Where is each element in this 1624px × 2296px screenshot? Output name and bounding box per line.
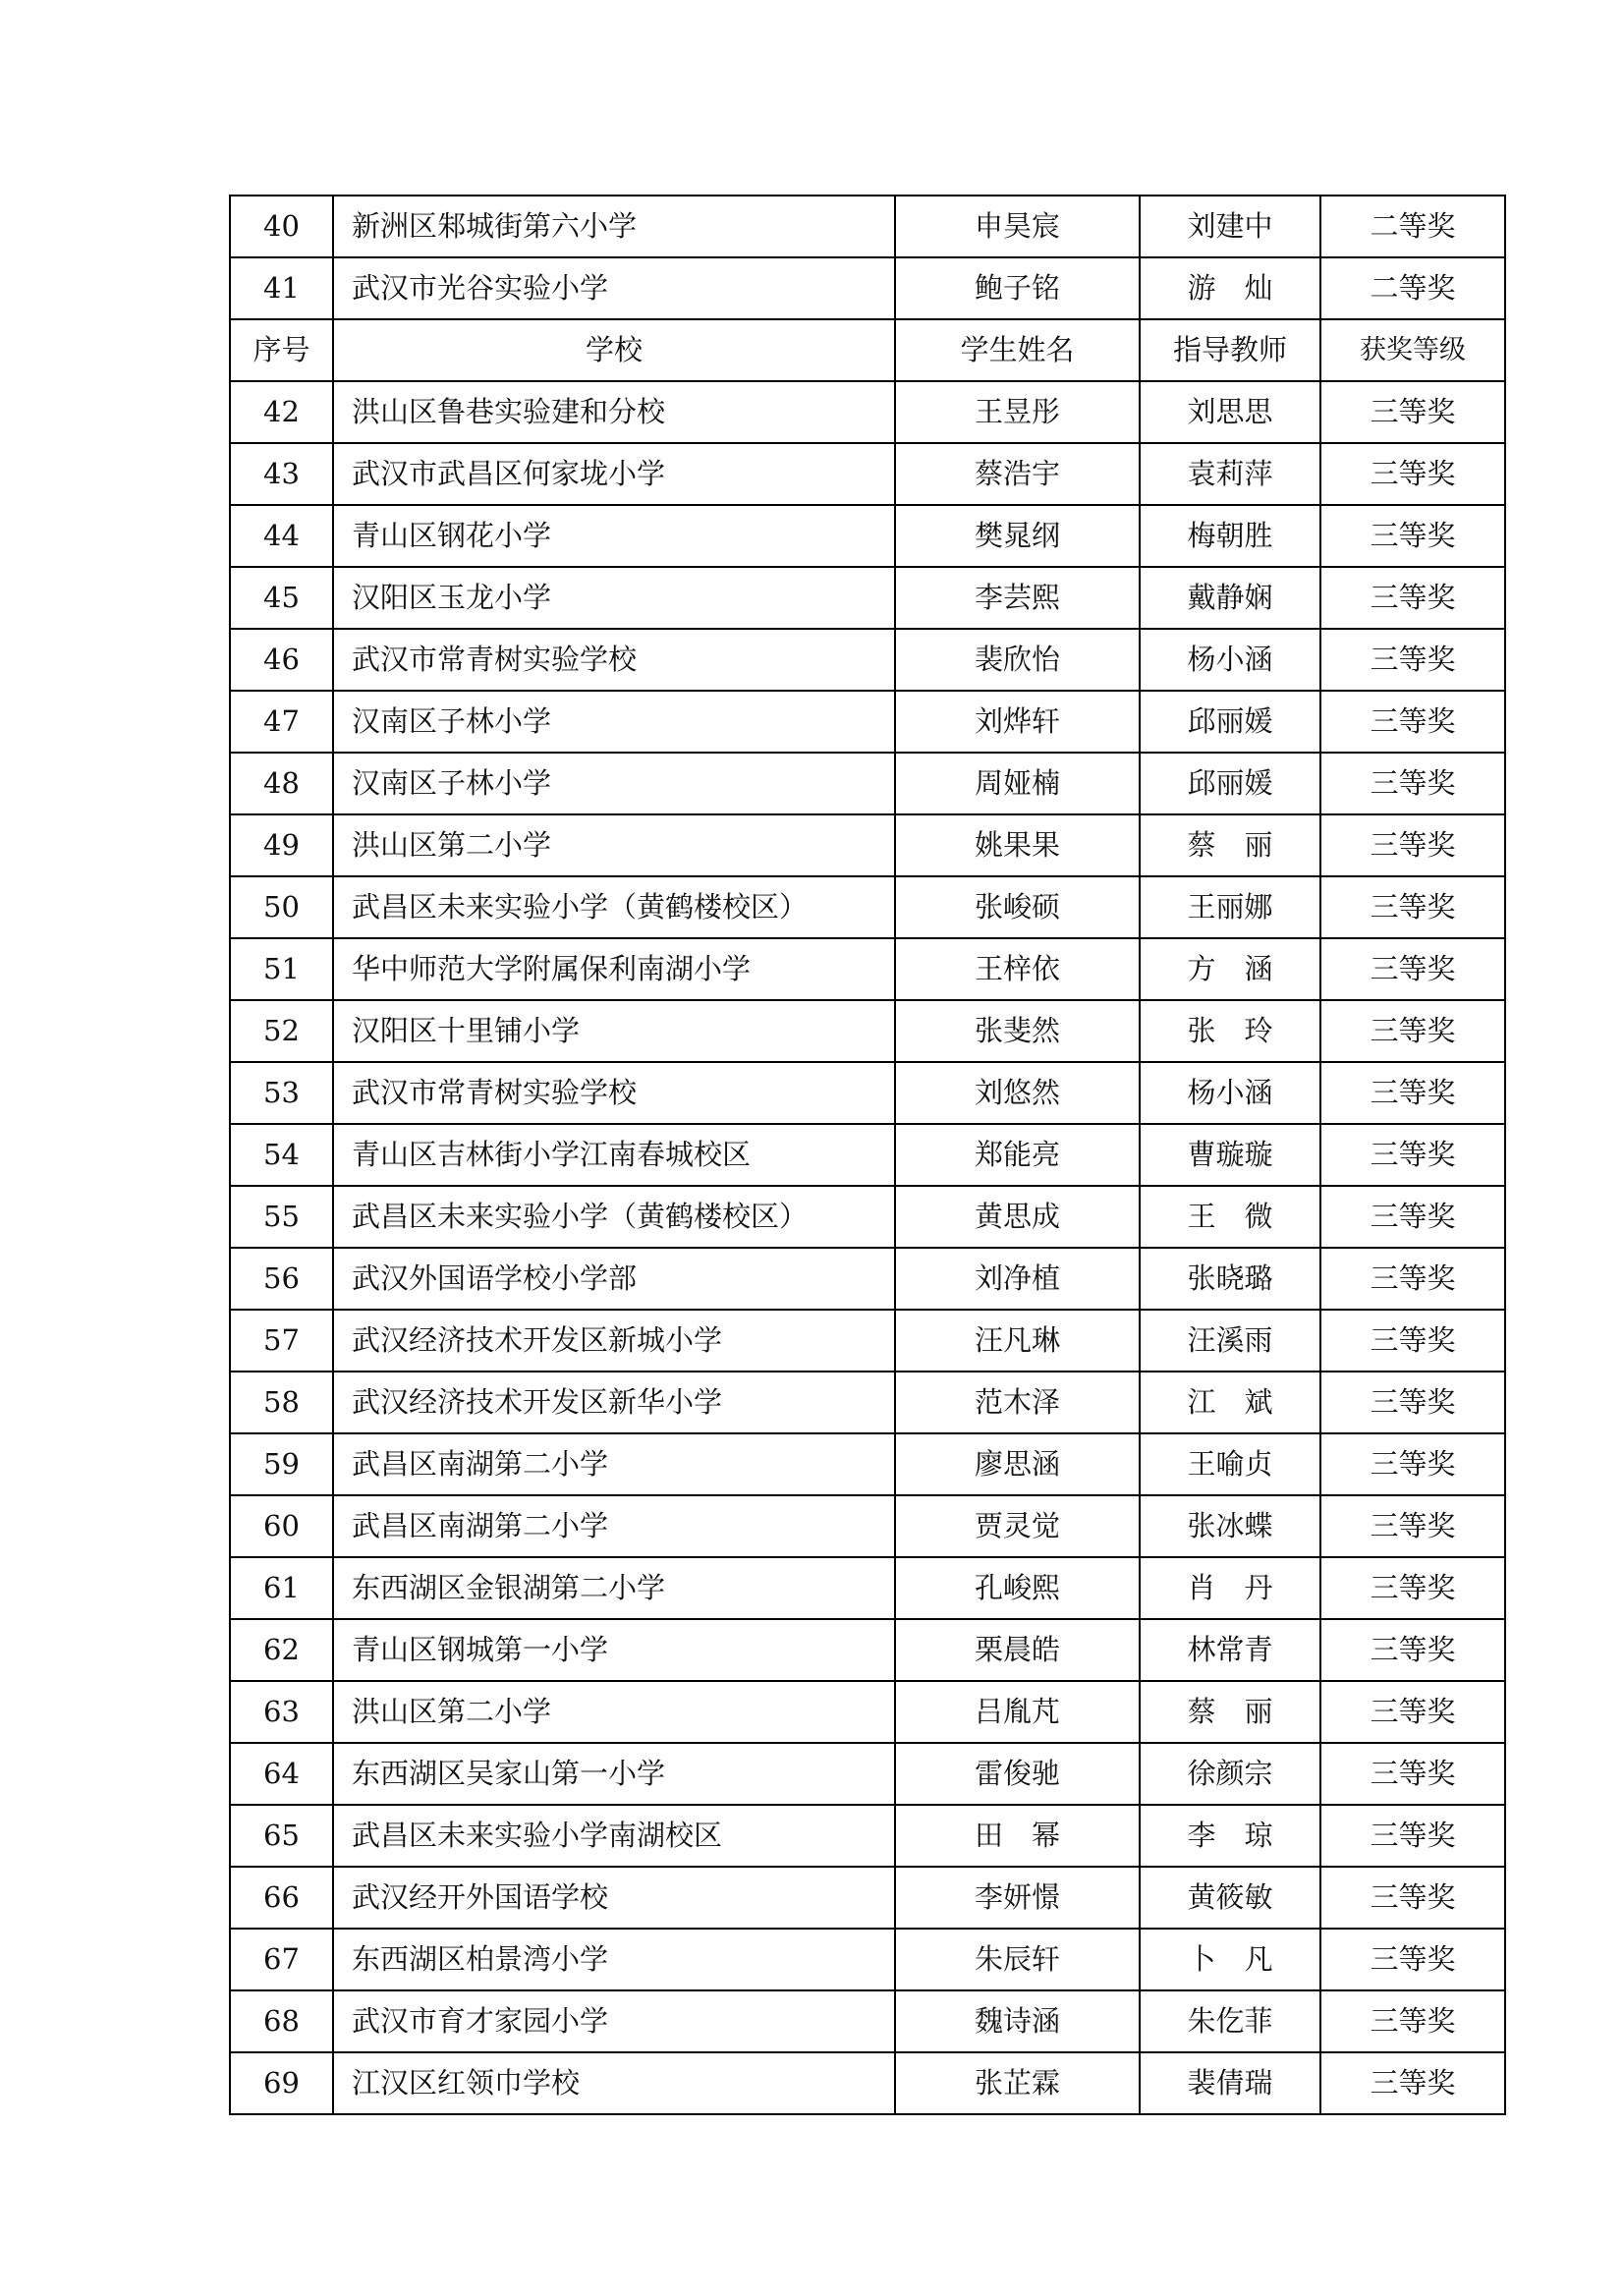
cell-number: 60 — [230, 1495, 333, 1557]
table-row — [230, 196, 1505, 257]
cell-award-level: 三等奖 — [1320, 2052, 1505, 2114]
cell-school: 江汉区红领巾学校 — [333, 2052, 895, 2114]
cell-school: 武汉经济技术开发区新城小学 — [333, 1310, 895, 1372]
cell-number: 63 — [230, 1681, 333, 1743]
table-row — [230, 691, 1505, 753]
cell-number: 67 — [230, 1929, 333, 1990]
table-row — [230, 505, 1505, 567]
cell-number: 43 — [230, 443, 333, 505]
cell-teacher: 袁莉萍 — [1140, 443, 1320, 505]
cell-school: 武昌区南湖第二小学 — [333, 1495, 895, 1557]
header-school: 学校 — [333, 319, 895, 381]
cell-school: 武昌区未来实验小学（黄鹤楼校区） — [333, 876, 895, 938]
cell-award-level: 三等奖 — [1320, 629, 1505, 691]
cell-teacher: 戴静娴 — [1140, 567, 1320, 629]
cell-number: 62 — [230, 1619, 333, 1681]
cell-award-level: 三等奖 — [1320, 1000, 1505, 1062]
cell-award-level: 三等奖 — [1320, 938, 1505, 1000]
cell-school: 武汉市常青树实验学校 — [333, 1062, 895, 1124]
cell-student-name: 樊晁纲 — [895, 505, 1140, 567]
table-row — [230, 1186, 1505, 1248]
cell-award-level: 三等奖 — [1320, 1990, 1505, 2052]
cell-student-name: 裴欣怡 — [895, 629, 1140, 691]
table-row — [230, 2052, 1505, 2114]
cell-school: 汉南区子林小学 — [333, 691, 895, 753]
cell-number: 52 — [230, 1000, 333, 1062]
cell-award-level: 三等奖 — [1320, 691, 1505, 753]
cell-number: 47 — [230, 691, 333, 753]
cell-award-level: 三等奖 — [1320, 1186, 1505, 1248]
cell-teacher: 游 灿 — [1140, 257, 1320, 319]
cell-school: 武汉市常青树实验学校 — [333, 629, 895, 691]
table-row — [230, 1867, 1505, 1929]
cell-award-level: 三等奖 — [1320, 505, 1505, 567]
award-table-body — [230, 196, 1505, 2114]
cell-school: 洪山区第二小学 — [333, 814, 895, 876]
cell-teacher: 李 琼 — [1140, 1805, 1320, 1867]
cell-teacher: 徐颜宗 — [1140, 1743, 1320, 1805]
cell-number: 41 — [230, 257, 333, 319]
cell-award-level: 三等奖 — [1320, 1929, 1505, 1990]
cell-number: 57 — [230, 1310, 333, 1372]
cell-number: 40 — [230, 196, 333, 257]
cell-number: 45 — [230, 567, 333, 629]
cell-teacher: 张晓璐 — [1140, 1248, 1320, 1310]
cell-student-name: 黄思成 — [895, 1186, 1140, 1248]
cell-award-level: 三等奖 — [1320, 876, 1505, 938]
table-row — [230, 1743, 1505, 1805]
cell-number: 68 — [230, 1990, 333, 2052]
table-row — [230, 381, 1505, 443]
table-row — [230, 1310, 1505, 1372]
cell-award-level: 三等奖 — [1320, 443, 1505, 505]
cell-student-name: 张峻硕 — [895, 876, 1140, 938]
cell-award-level: 三等奖 — [1320, 1248, 1505, 1310]
cell-award-level: 三等奖 — [1320, 1681, 1505, 1743]
cell-school: 洪山区第二小学 — [333, 1681, 895, 1743]
cell-teacher: 杨小涵 — [1140, 1062, 1320, 1124]
cell-student-name: 鲍子铭 — [895, 257, 1140, 319]
cell-school: 武汉经济技术开发区新华小学 — [333, 1372, 895, 1433]
cell-teacher: 蔡 丽 — [1140, 814, 1320, 876]
table-row — [230, 567, 1505, 629]
cell-student-name: 李妍憬 — [895, 1867, 1140, 1929]
cell-number: 55 — [230, 1186, 333, 1248]
cell-school: 东西湖区吴家山第一小学 — [333, 1743, 895, 1805]
table-row — [230, 938, 1505, 1000]
cell-student-name: 贾灵觉 — [895, 1495, 1140, 1557]
cell-award-level: 三等奖 — [1320, 1743, 1505, 1805]
cell-teacher: 曹璇璇 — [1140, 1124, 1320, 1186]
table-row — [230, 876, 1505, 938]
cell-number: 61 — [230, 1557, 333, 1619]
cell-teacher: 裴倩瑞 — [1140, 2052, 1320, 2114]
cell-student-name: 刘悠然 — [895, 1062, 1140, 1124]
cell-number: 69 — [230, 2052, 333, 2114]
cell-student-name: 张芷霖 — [895, 2052, 1140, 2114]
header-no: 序号 — [230, 319, 333, 381]
cell-number: 42 — [230, 381, 333, 443]
cell-teacher: 杨小涵 — [1140, 629, 1320, 691]
cell-teacher: 王 微 — [1140, 1186, 1320, 1248]
cell-award-level: 三等奖 — [1320, 381, 1505, 443]
cell-award-level: 三等奖 — [1320, 1124, 1505, 1186]
header-row — [230, 319, 1505, 381]
cell-number: 48 — [230, 753, 333, 814]
cell-number: 56 — [230, 1248, 333, 1310]
cell-award-level: 三等奖 — [1320, 814, 1505, 876]
cell-student-name: 王梓依 — [895, 938, 1140, 1000]
cell-number: 53 — [230, 1062, 333, 1124]
table-row — [230, 1000, 1505, 1062]
cell-number: 59 — [230, 1433, 333, 1495]
cell-teacher: 林常青 — [1140, 1619, 1320, 1681]
cell-teacher: 卜 凡 — [1140, 1929, 1320, 1990]
cell-teacher: 方 涵 — [1140, 938, 1320, 1000]
cell-number: 44 — [230, 505, 333, 567]
cell-student-name: 田 幂 — [895, 1805, 1140, 1867]
cell-school: 武汉外国语学校小学部 — [333, 1248, 895, 1310]
cell-school: 华中师范大学附属保利南湖小学 — [333, 938, 895, 1000]
cell-number: 58 — [230, 1372, 333, 1433]
cell-teacher: 江 斌 — [1140, 1372, 1320, 1433]
cell-student-name: 申昊宸 — [895, 196, 1140, 257]
cell-award-level: 二等奖 — [1320, 196, 1505, 257]
cell-school: 青山区吉林街小学江南春城校区 — [333, 1124, 895, 1186]
cell-student-name: 吕胤芃 — [895, 1681, 1140, 1743]
cell-teacher: 朱仡菲 — [1140, 1990, 1320, 2052]
table-row — [230, 1248, 1505, 1310]
cell-teacher: 邱丽媛 — [1140, 691, 1320, 753]
cell-number: 64 — [230, 1743, 333, 1805]
cell-student-name: 张斐然 — [895, 1000, 1140, 1062]
cell-teacher: 汪溪雨 — [1140, 1310, 1320, 1372]
cell-school: 汉阳区十里铺小学 — [333, 1000, 895, 1062]
table-row — [230, 1062, 1505, 1124]
table-row — [230, 257, 1505, 319]
cell-student-name: 朱辰轩 — [895, 1929, 1140, 1990]
table-row — [230, 1124, 1505, 1186]
table-row — [230, 814, 1505, 876]
cell-student-name: 蔡浩宇 — [895, 443, 1140, 505]
table-row — [230, 1557, 1505, 1619]
cell-teacher: 黄筱敏 — [1140, 1867, 1320, 1929]
cell-award-level: 三等奖 — [1320, 1372, 1505, 1433]
cell-student-name: 刘烨轩 — [895, 691, 1140, 753]
cell-school: 新洲区邾城街第六小学 — [333, 196, 895, 257]
cell-school: 武昌区未来实验小学（黄鹤楼校区） — [333, 1186, 895, 1248]
table-row — [230, 753, 1505, 814]
cell-teacher: 王丽娜 — [1140, 876, 1320, 938]
cell-teacher: 肖 丹 — [1140, 1557, 1320, 1619]
cell-school: 青山区钢花小学 — [333, 505, 895, 567]
cell-teacher: 刘建中 — [1140, 196, 1320, 257]
cell-teacher: 张 玲 — [1140, 1000, 1320, 1062]
cell-student-name: 李芸熙 — [895, 567, 1140, 629]
cell-teacher: 邱丽媛 — [1140, 753, 1320, 814]
cell-number: 50 — [230, 876, 333, 938]
table-row — [230, 1929, 1505, 1990]
cell-school: 东西湖区金银湖第二小学 — [333, 1557, 895, 1619]
cell-award-level: 二等奖 — [1320, 257, 1505, 319]
cell-award-level: 三等奖 — [1320, 1310, 1505, 1372]
cell-award-level: 三等奖 — [1320, 1867, 1505, 1929]
cell-student-name: 周娅楠 — [895, 753, 1140, 814]
cell-award-level: 三等奖 — [1320, 1619, 1505, 1681]
cell-award-level: 三等奖 — [1320, 1495, 1505, 1557]
cell-school: 武汉经开外国语学校 — [333, 1867, 895, 1929]
cell-teacher: 梅朝胜 — [1140, 505, 1320, 567]
cell-teacher: 王喻贞 — [1140, 1433, 1320, 1495]
cell-student-name: 王昱彤 — [895, 381, 1140, 443]
cell-student-name: 廖思涵 — [895, 1433, 1140, 1495]
cell-student-name: 孔峻熙 — [895, 1557, 1140, 1619]
cell-student-name: 栗晨皓 — [895, 1619, 1140, 1681]
cell-teacher: 张冰蝶 — [1140, 1495, 1320, 1557]
table-row — [230, 1372, 1505, 1433]
table-row — [230, 1619, 1505, 1681]
cell-teacher: 蔡 丽 — [1140, 1681, 1320, 1743]
cell-school: 武昌区南湖第二小学 — [333, 1433, 895, 1495]
cell-school: 武昌区未来实验小学南湖校区 — [333, 1805, 895, 1867]
header-teacher: 指导教师 — [1140, 319, 1320, 381]
cell-student-name: 姚果果 — [895, 814, 1140, 876]
cell-school: 汉南区子林小学 — [333, 753, 895, 814]
cell-school: 武汉市光谷实验小学 — [333, 257, 895, 319]
table-row — [230, 1805, 1505, 1867]
cell-student-name: 范木泽 — [895, 1372, 1140, 1433]
cell-number: 51 — [230, 938, 333, 1000]
cell-award-level: 三等奖 — [1320, 1557, 1505, 1619]
cell-award-level: 三等奖 — [1320, 567, 1505, 629]
cell-award-level: 三等奖 — [1320, 1062, 1505, 1124]
table-row — [230, 1433, 1505, 1495]
cell-student-name: 汪凡琳 — [895, 1310, 1140, 1372]
cell-school: 洪山区鲁巷实验建和分校 — [333, 381, 895, 443]
header-level: 获奖等级 — [1320, 319, 1505, 381]
cell-school: 武汉市武昌区何家垅小学 — [333, 443, 895, 505]
cell-school: 汉阳区玉龙小学 — [333, 567, 895, 629]
cell-student-name: 刘净植 — [895, 1248, 1140, 1310]
cell-number: 46 — [230, 629, 333, 691]
table-row — [230, 629, 1505, 691]
table-row — [230, 1681, 1505, 1743]
cell-school: 青山区钢城第一小学 — [333, 1619, 895, 1681]
cell-student-name: 雷俊驰 — [895, 1743, 1140, 1805]
cell-teacher: 刘思思 — [1140, 381, 1320, 443]
table-row — [230, 1990, 1505, 2052]
header-student: 学生姓名 — [895, 319, 1140, 381]
cell-number: 54 — [230, 1124, 333, 1186]
cell-award-level: 三等奖 — [1320, 1805, 1505, 1867]
cell-student-name: 魏诗涵 — [895, 1990, 1140, 2052]
table-row — [230, 443, 1505, 505]
cell-school: 东西湖区柏景湾小学 — [333, 1929, 895, 1990]
cell-school: 武汉市育才家园小学 — [333, 1990, 895, 2052]
cell-award-level: 三等奖 — [1320, 753, 1505, 814]
cell-student-name: 郑能亮 — [895, 1124, 1140, 1186]
cell-number: 66 — [230, 1867, 333, 1929]
cell-number: 49 — [230, 814, 333, 876]
table-row — [230, 1495, 1505, 1557]
cell-award-level: 三等奖 — [1320, 1433, 1505, 1495]
cell-number: 65 — [230, 1805, 333, 1867]
award-table — [229, 195, 1506, 2115]
